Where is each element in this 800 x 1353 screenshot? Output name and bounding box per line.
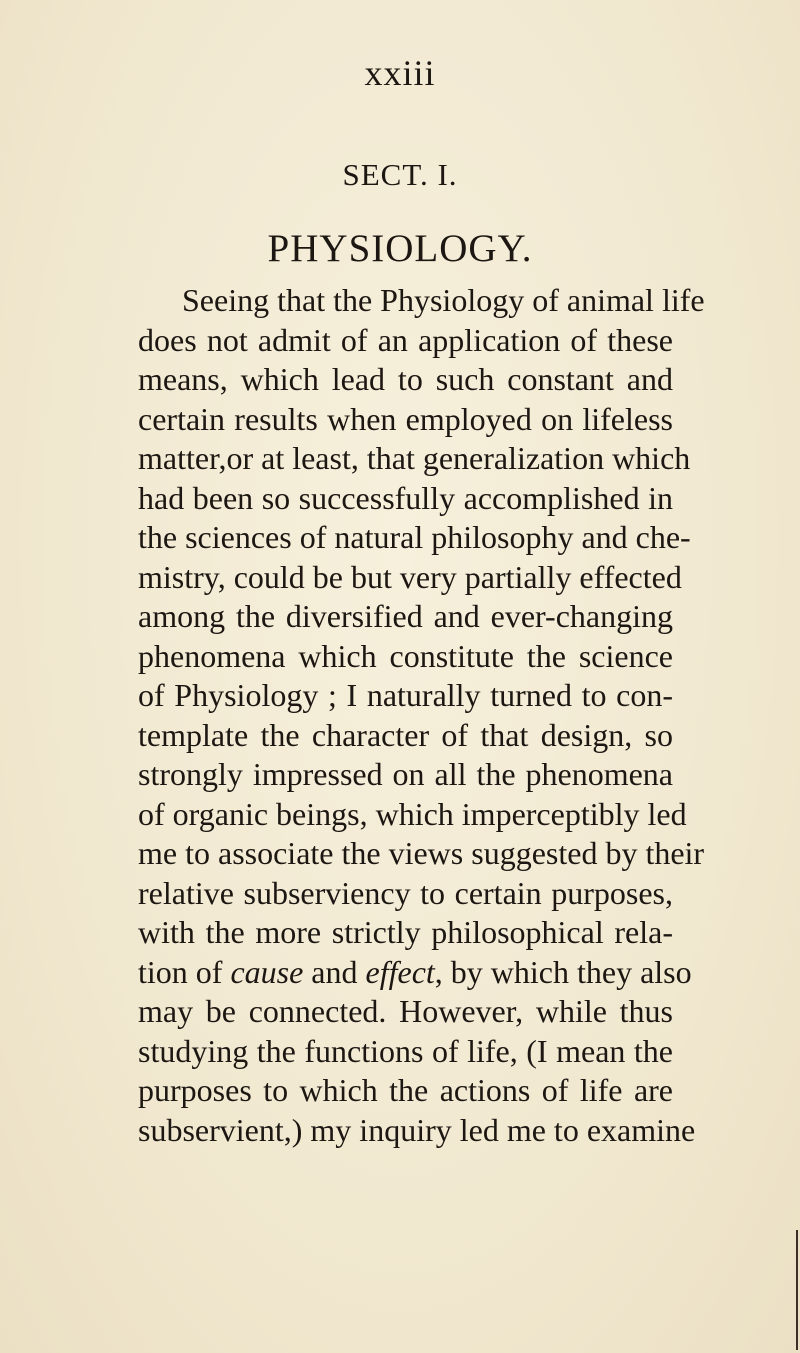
text-line: Seeing that the Physiology of animal life xyxy=(182,282,705,318)
text-line: of Physiology ; I naturally turned to con- xyxy=(138,677,673,713)
text-line: with the more strictly philosophical rela- xyxy=(138,914,673,950)
italic-cause: cause xyxy=(230,953,304,990)
text-line: phenomena which constitute the science xyxy=(138,637,673,674)
body-paragraph xyxy=(138,281,705,1150)
text-line: does not admit of an application of these xyxy=(138,321,673,358)
text-line: purposes to which the actions of life are xyxy=(138,1072,673,1108)
page-number: xxiii xyxy=(364,53,436,93)
text-line: strongly impressed on all the phenomena xyxy=(138,756,673,792)
text-fragment: tion of xyxy=(138,953,223,990)
text-line: subservient,) my inquiry led me to examine xyxy=(138,1111,696,1148)
section-title: PHYSIOLOGY. xyxy=(267,227,533,270)
text-line: relative subserviency to certain purposes, xyxy=(138,874,673,911)
text-line: template the character of that design, so xyxy=(138,716,673,753)
text-line: studying the functions of life, (I mean the xyxy=(138,1032,673,1069)
text-line: means, which lead to such constant and xyxy=(138,361,673,397)
text-line: the sciences of natural philosophy and che- xyxy=(138,519,691,555)
text-line: mistry, could be but very partially effected xyxy=(138,558,682,595)
text-line: had been so successfully accomplished in xyxy=(138,479,673,516)
page-edge-mark xyxy=(796,1230,798,1350)
text-line: among the diversified and ever-changing xyxy=(138,598,673,634)
text-line-italic xyxy=(138,953,692,993)
text-fragment: and xyxy=(311,953,358,990)
text-fragment: , by which they also xyxy=(434,953,692,990)
text-line: certain results when employed on lifeless xyxy=(138,400,673,437)
text-line: of organic beings, which imperceptibly led xyxy=(138,795,687,832)
text-line: matter,or at least, that generalization which xyxy=(138,440,691,476)
text-line: may be connected. However, while thus xyxy=(138,993,673,1029)
italic-effect: effect xyxy=(365,953,435,990)
text-line: me to associate the views suggested by their xyxy=(138,835,705,871)
section-label: SECT. I. xyxy=(342,157,458,192)
